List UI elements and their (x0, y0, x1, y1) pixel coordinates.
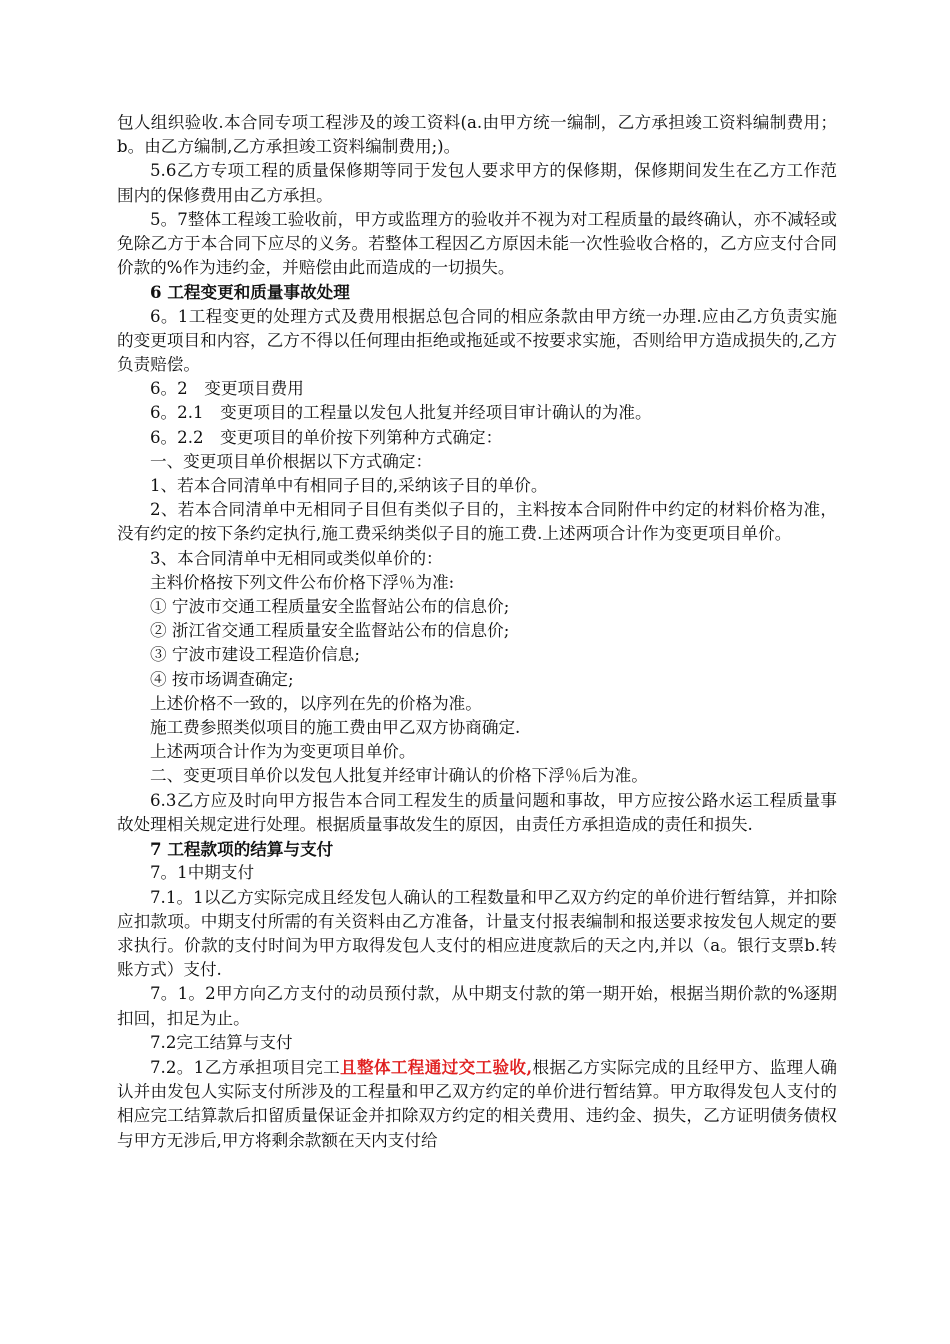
material-price-rule: 主料价格按下列文件公布价格下浮％为准: (150, 572, 455, 592)
list-item-3: 3、本合同清单中无相同或类似单价的： (150, 548, 443, 568)
price-source-2: ② 浙江省交通工程质量安全监督站公布的信息价; (150, 621, 510, 641)
construction-fee-note: 施工费参照类似项目的施工费由甲乙双方协商确定. (150, 718, 521, 738)
clause-5-6: 5.6乙方专项工程的质量保修期等同于发包人要求甲方的保修期，保修期间发生在乙方工作范围内的保修费用由乙方承担。 (117, 161, 837, 205)
highlighted-condition: 且整体工程通过交工验收, (340, 1056, 533, 1077)
price-source-1: ① 宁波市交通工程质量安全监督站公布的信息价; (150, 597, 510, 617)
clause-7-1-2: 7。1。2甲方向乙方支付的动员预付款，从中期支付款的第一期开始，根据当期价款的%逐期扣回，扣足为止。 (117, 984, 837, 1028)
clause-6-3: 6.3乙方应及时向甲方报告本合同工程发生的质量问题和事故，甲方应按公路水运工程质量事故处理相关规定进行处理。根据质量事故发生的原因，由责任方承担造成的责任和损失. (117, 790, 837, 834)
price-source-4: ④ 按市场调查确定; (150, 669, 294, 689)
clause-7-1: 7。1中期支付 (150, 863, 255, 883)
list-item-1: 1、若本合同清单中有相同子目的,采纳该子目的单价。 (150, 476, 548, 496)
clause-7-2-1 (117, 1055, 837, 1153)
price-source-3: ③ 宁波市建设工程造价信息; (150, 645, 360, 665)
clause-6-1: 6。1工程变更的处理方式及费用根据总包合同的相应条款由甲方统一办理.应由乙方负责实施的变更项目和内容，乙方不得以任何理由拒绝或拖延或不按要求实施，否则给甲方造成损失的,乙方负责赔偿。 (117, 306, 837, 375)
clause-5-7: 5。7整体工程竣工验收前，甲方或监理方的验收并不视为对工程质量的最终确认，亦不减轻或免除乙方于本合同下应尽的义务。若整体工程因乙方原因未能一次性验收合格的，乙方应支付合同价款的%作为违约金，并赔偿由此而造成的一切损失。 (117, 209, 837, 278)
clause-7-2-1-rest: 根据乙方实际完成的且经甲方、监理人确认并由发包人实际支付所涉及的工程量和甲乙双方约定的单价进行暂结算。甲方取得发包人支付的相应完工结算款后扣留质量保证金并扣除双方约定的相关费用、违约金、损失，乙方证明债务债权与甲方无涉后,甲方将剩余款额在天内支付给 (117, 1057, 837, 1150)
combined-price-note: 上述两项合计作为为变更项目单价。 (150, 742, 416, 762)
contract-page (117, 111, 837, 1153)
clause-6-2: 6。2 变更项目费用 (150, 379, 304, 399)
clause-7-2-1-start: 7.2。1乙方承担项目完工 (150, 1057, 341, 1077)
clause-7-2: 7.2完工结算与支付 (150, 1032, 293, 1052)
section-heading-7: 7 工程款项的结算与支付 (150, 839, 334, 860)
clause-7-1-1: 7.1。1以乙方实际完成且经发包人确认的工程数量和甲乙双方约定的单价进行暂结算，并扣除应扣款项。中期支付所需的有关资料由乙方准备，计量支付报表编制和报送要求按发包人规定的要求执行。价款的支付时间为甲方取得发包人支付的相应进度款后的天之内,并以（a。银行支票b.转账方式）支付. (117, 887, 837, 980)
clause-6-2-2: 6。2.2 变更项目的单价按下列第种方式确定： (150, 427, 503, 447)
price-priority-note: 上述价格不一致的，以序列在先的价格为准。 (150, 693, 482, 713)
list-item-2-heading: 二、变更项目单价以发包人批复并经审计确认的价格下浮％后为准。 (150, 766, 648, 786)
list-item-1-heading: 一、变更项目单价根据以下方式确定： (150, 451, 433, 471)
paragraph-acceptance-docs: 包人组织验收.本合同专项工程涉及的竣工资料(a.由甲方统一编制，乙方承担竣工资料编制费用；b。由乙方编制,乙方承担竣工资料编制费用;)。 (117, 113, 837, 157)
list-item-2: 2、若本合同清单中无相同子目但有类似子目的，主料按本合同附件中约定的材料价格为准，没有约定的按下条约定执行,施工费采纳类似子目的施工费.上述两项合计作为变更项目单价。 (117, 500, 837, 544)
clause-6-2-1: 6。2.1 变更项目的工程量以发包人批复并经项目审计确认的为准。 (150, 403, 652, 423)
section-heading-6: 6 工程变更和质量事故处理 (150, 282, 350, 303)
